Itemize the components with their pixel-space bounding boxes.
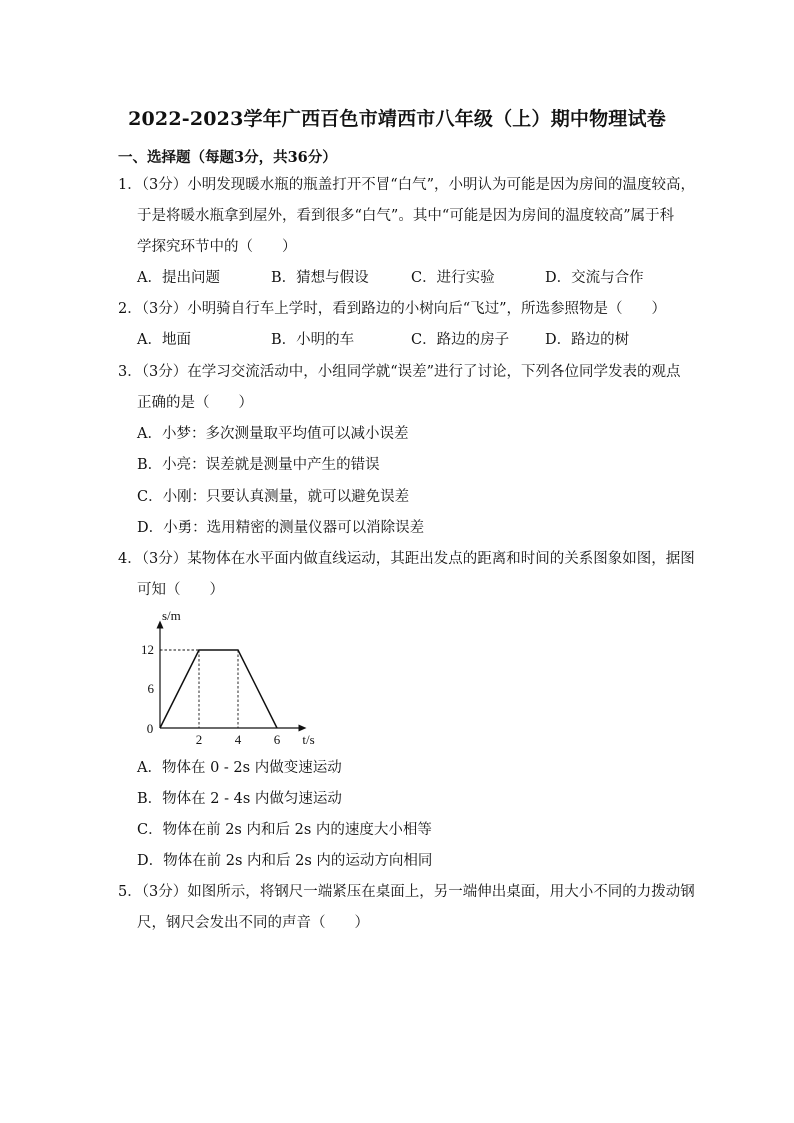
option-c[interactable]: C．路边的房子 [411,332,510,348]
y-tick-12: 12 [141,642,154,657]
question-3-option-c[interactable]: C．小刚：只要认真测量，就可以避免误差 [137,489,410,505]
graph-guide-lines [160,650,238,728]
graph-labels [141,608,315,747]
x-tick-6: 6 [273,732,281,747]
option-a[interactable]: A．地面 [137,332,191,348]
question-1-line-2: 于是将暖水瓶拿到屋外，看到很多“白气”。其中“可能是因为房间的温度较高”属于科 [137,208,675,224]
question-1-line-3: 学探究环节中的（ ） [137,239,297,255]
option-b[interactable]: B．猜想与假设 [271,270,369,286]
graph-axes [157,621,307,732]
question-5-line-2: 尺，钢尺会发出不同的声音（ ） [137,915,369,931]
origin-label: 0 [146,721,154,736]
question-4-option-b[interactable]: B．物体在 2 - 4s 内做匀速运动 [137,791,342,807]
y-axis-label: s/m [162,608,181,623]
question-1-line-1: 1．（3分）小明发现暖水瓶的瓶盖打开不冒“白气”，小明认为可能是因为房间的温度较高， [118,177,696,193]
page-title: 2022-2023学年广西百色市靖西市八年级（上）期中物理试卷 [128,108,666,130]
distance-time-graph [138,606,328,752]
question-3-option-b[interactable]: B．小亮：误差就是测量中产生的错误 [137,457,380,473]
option-c[interactable]: C．进行实验 [411,270,495,286]
question-4-line-1: 4．（3分）某物体在水平面内做直线运动，其距出发点的距离和时间的关系图象如图，据图 [118,551,695,567]
y-tick-6: 6 [147,681,154,696]
option-d[interactable]: D．路边的树 [545,332,630,348]
x-axis-label: t/s [302,732,315,747]
x-tick-4: 4 [234,732,242,747]
x-axis-arrow [299,725,307,732]
distance-time-line [160,650,277,728]
option-b[interactable]: B．小明的车 [271,332,355,348]
question-4-line-2: 可知（ ） [137,582,224,598]
x-tick-2: 2 [195,732,203,747]
option-d[interactable]: D．交流与合作 [545,270,644,286]
question-3-option-d[interactable]: D．小勇：选用精密的测量仪器可以消除误差 [137,520,425,536]
question-3-line-2: 正确的是（ ） [137,395,253,411]
graph-series [160,650,277,728]
question-5-line-1: 5．（3分）如图所示，将钢尺一端紧压在桌面上，另一端伸出桌面，用大小不同的力拨动钢 [118,884,695,900]
section-heading: 一、选择题（每题3分，共36分） [118,149,337,166]
question-3-option-a[interactable]: A．小梦：多次测量取平均值可以减小误差 [137,426,409,442]
option-a[interactable]: A．提出问题 [137,270,220,286]
question-4-option-c[interactable]: C．物体在前 2s 内和后 2s 内的速度大小相等 [137,822,432,838]
question-3-line-1: 3．（3分）在学习交流活动中，小组同学就“误差”进行了讨论，下列各位同学发表的观点 [118,364,681,380]
question-4-option-a[interactable]: A．物体在 0 - 2s 内做变速运动 [137,760,342,776]
question-4-option-d[interactable]: D．物体在前 2s 内和后 2s 内的运动方向相同 [137,853,433,869]
question-2-line-1: 2．（3分）小明骑自行车上学时，看到路边的小树向后“飞过”，所选参照物是（ ） [118,301,667,317]
